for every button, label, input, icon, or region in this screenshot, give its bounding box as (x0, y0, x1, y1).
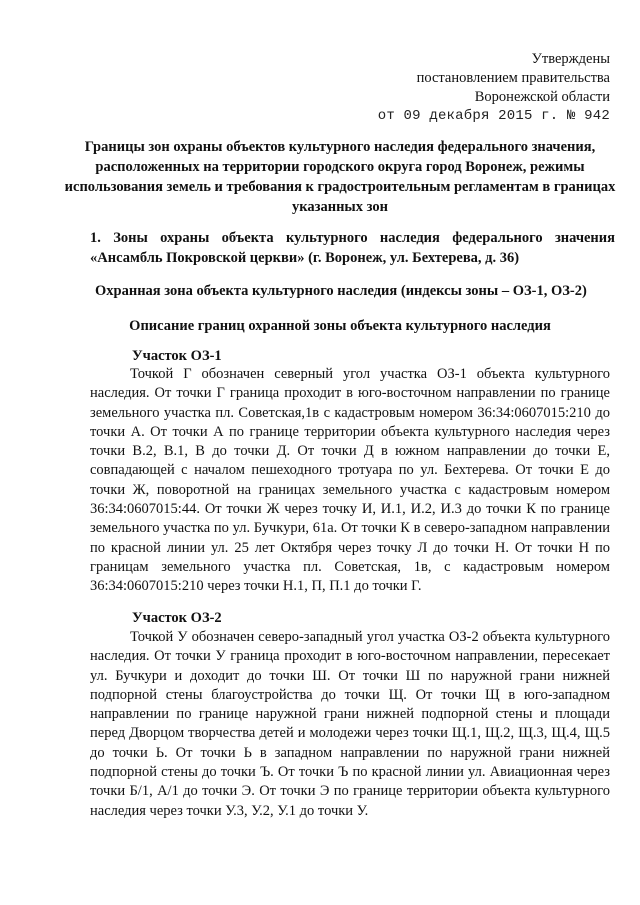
document-title: Границы зон охраны объектов культурного наследия федерального значения, расположенных на территории городского округа город Воронеж, режимы использования земель и требования к градостроительным регламентам в границах указанных зон (64, 139, 616, 215)
plot-oz1-title: Участок ОЗ-1 (132, 348, 222, 364)
protection-zone-heading: Охранная зона объекта культурного наследия (индексы зоны – ОЗ-1, ОЗ-2) (95, 283, 587, 299)
approval-date-stamp: от 09 декабря 2015 г. № 942 (377, 108, 610, 124)
approval-line-3: Воронежской области (474, 89, 610, 105)
section-1-heading: 1. Зоны охраны объекта культурного наследия федерального значения «Ансамбль Покровской церкви» (г. Воронеж, ул. Бехтерева, д. 36) (90, 230, 615, 266)
plot-oz1-text: Точкой Г обозначен северный угол участка ОЗ-1 объекта культурного наследия. От точки Г граница проходит в юго-восточном направлении по границе земельного участка пл. Советская,1в с кадастровым номером 36:34:0607015:210 до точки А. От точки А по границе территории объекта культурного наследия через точки В.2, В.1, В до точки Д. От точки Д в южном направлении до точки Е, совпадающей с началом пешеходного тротуара по ул. Бехтерева. От точки Е до точки Ж, поворотной на границах земельного участка с кадастровым номером 36:34:0607015:44. От точки Ж через точку И, И.1, И.2, И.3 до точки К по границе земельного участка по ул. Бучкури, 61а. От точки К в северо-западном направлении по красной линии ул. 25 лет Октября через точку Л до точки Н. От точки Н по границам земельного участка пл. Советская, 1в, с кадастровым номером 36:34:0607015:210 через точки Н.1, П, П.1 до точки Г. (90, 366, 610, 595)
plot-oz2-title: Участок ОЗ-2 (132, 610, 222, 626)
plot-oz2-text: Точкой У обозначен северо-западный угол участка ОЗ-2 объекта культурного наследия. От точки У граница проходит в юго-восточном направлении, пересекает ул. Бучкури и доходит до точки Ш. От точки Ш по наружной грани нижней подпорной стены благоустройства до точки Щ. От точки Щ в юго-западном направлении по границе наружной грани нижней подпорной стены и площади перед Дворцом творчества детей и молодежи через точки Щ.1, Щ.2, Щ.3, Щ.4, Щ.5 до точки Ь. От точки Ь в западном направлении по наружной грани нижней подпорной стены до точки Ъ. От точки Ъ по красной линии ул. Авиационная через точки Б/1, А/1 до точки Э. От точки Э по границе территории объекта культурного наследия через точки У.3, У.2, У.1 до точки У. (90, 629, 610, 819)
boundary-description-heading: Описание границ охранной зоны объекта культурного наследия (129, 318, 551, 334)
approval-line-1: Утверждены (531, 51, 610, 67)
approval-block (350, 50, 610, 126)
approval-line-2: постановлением правительства (416, 70, 610, 86)
